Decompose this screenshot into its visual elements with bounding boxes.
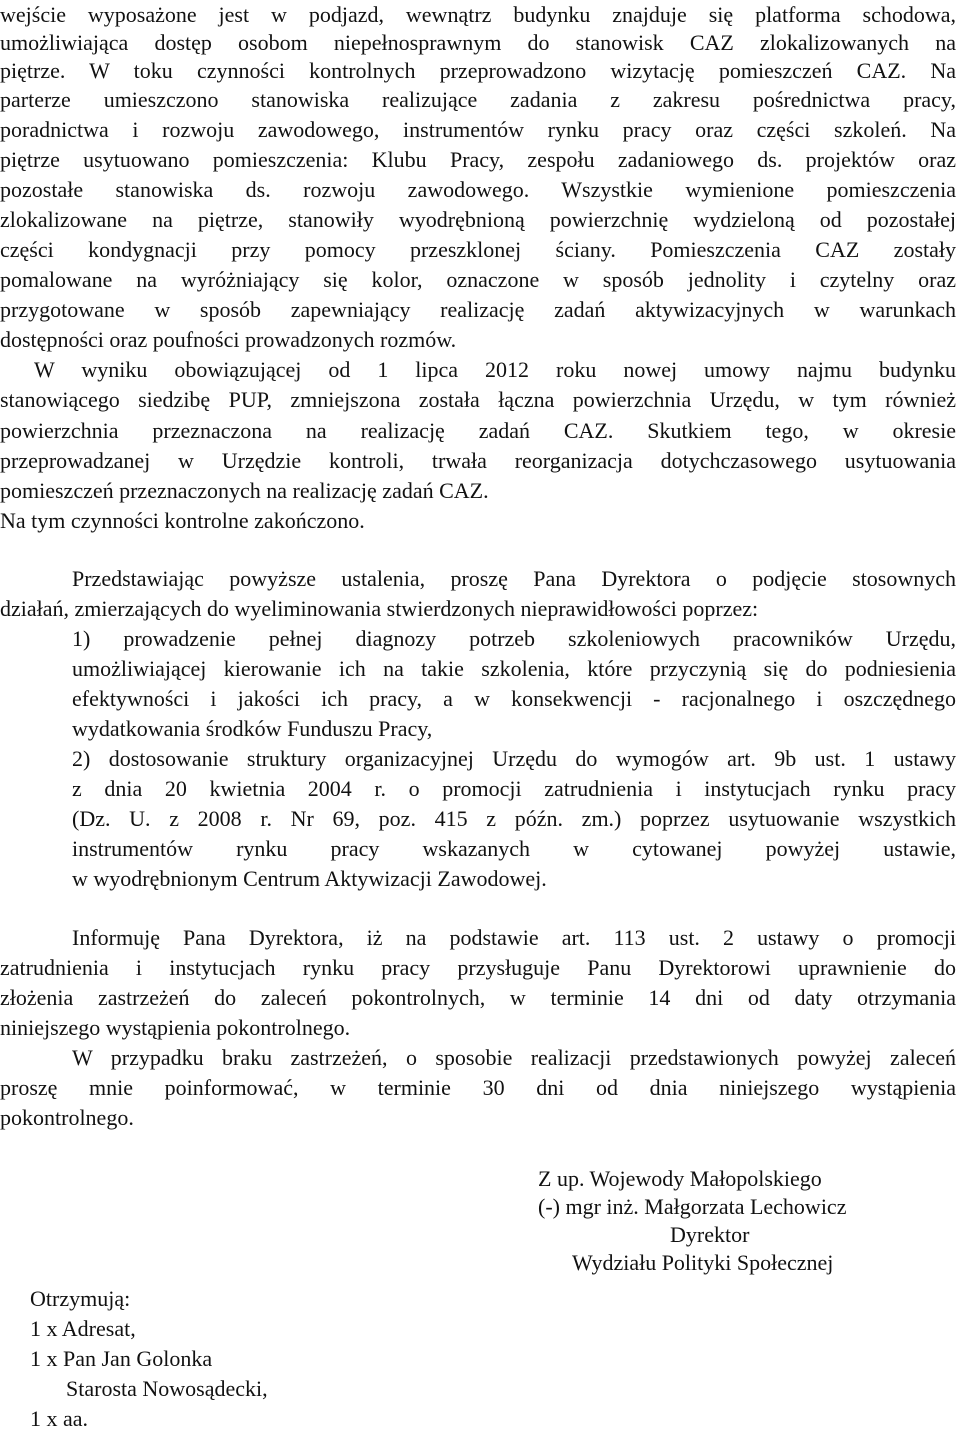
text-line: poradnictwa i rozwoju zawodowego, instrumentów rynku pracy oraz części szkoleń. Na [0, 117, 956, 142]
text-line: powierzchnia przeznaczona na realizację zadań CAZ. Skutkiem tego, w okresie [0, 418, 956, 443]
text-line: piętrze. W toku czynności kontrolnych przeprowadzono wizytację pomieszczeń CAZ. Na [0, 58, 956, 83]
text-line: wydatkowania środków Funduszu Pracy, [72, 716, 433, 741]
text-line: pomieszczeń przeznaczonych na realizację zadań CAZ. [0, 478, 489, 503]
text-line: z dnia 20 kwietnia 2004 r. o promocji zatrudnienia i instytucjach rynku pracy [72, 776, 956, 801]
text-line: Na tym czynności kontrolne zakończono. [0, 508, 365, 533]
text-line: efektywności i jakości ich pracy, a w konsekwencji - racjonalnego i oszczędnego [72, 686, 956, 711]
text-line: proszę mnie poinformować, w terminie 30 dni od dnia niniejszego wystąpienia [0, 1075, 956, 1100]
text-line: pokontrolnego. [0, 1105, 134, 1130]
recipient-item: Starosta Nowosądecki, [66, 1376, 268, 1401]
recipient-item: 1 x Pan Jan Golonka [30, 1346, 213, 1371]
recipient-item: 1 x aa. [30, 1406, 89, 1431]
recipients-heading: Otrzymują: [30, 1286, 131, 1311]
text-line: wejście wyposażone jest w podjazd, wewnątrz budynku znajduje się platforma schodowa, [0, 2, 956, 27]
text-line: złożenia zastrzeżeń do zaleceń pokontrolnych, w terminie 14 dni od daty otrzymania [0, 985, 956, 1010]
text-line: piętrze usytuowano pomieszczenia: Klubu Pracy, zespołu zadaniowego ds. projektów oraz [0, 147, 956, 172]
text-line: zlokalizowane na piętrze, stanowiły wyodrębnioną powierzchnię wydzieloną od pozostałej [0, 207, 956, 232]
text-line: przygotowane w sposób zapewniający realizację zadań aktywizacyjnych w warunkach [0, 297, 956, 322]
text-line: 1) prowadzenie pełnej diagnozy potrzeb szkoleniowych pracowników Urzędu, [72, 626, 956, 651]
text-line: pozostałe stanowiska ds. rozwoju zawodowego. Wszystkie wymienione pomieszczenia [0, 177, 956, 202]
text-line: stanowiącego siedzibę PUP, zmniejszona została łączna powierzchnia Urzędu, w tym również [0, 387, 956, 412]
text-line: w wyodrębnionym Centrum Aktywizacji Zawodowej. [72, 866, 547, 891]
text-line: części kondygnacji przy pomocy przeszklonej ściany. Pomieszczenia CAZ zostały [0, 237, 956, 262]
text-line: działań, zmierzających do wyeliminowania stwierdzonych nieprawidłowości poprzez: [0, 596, 759, 621]
text-line: dostępności oraz poufności prowadzonych rozmów. [0, 327, 457, 352]
text-line: 2) dostosowanie struktury organizacyjnej Urzędu do wymogów art. 9b ust. 1 ustawy [72, 746, 956, 771]
signature-title: Dyrektor [670, 1222, 750, 1247]
signature-name: (-) mgr inż. Małgorzata Lechowicz [538, 1194, 847, 1219]
text-line: W wyniku obowiązującej od 1 lipca 2012 roku nowej umowy najmu budynku [34, 357, 956, 382]
text-line: pomalowane na wyróżniający się kolor, oznaczone w sposób jednolity i czytelny oraz [0, 267, 956, 292]
text-line: (Dz. U. z 2008 r. Nr 69, poz. 415 z późn. zm.) poprzez usytuowanie wszystkich [72, 806, 956, 831]
signature-department: Wydziału Polityki Społecznej [572, 1250, 834, 1275]
text-line: Przedstawiając powyższe ustalenia, proszę Pana Dyrektora o podjęcie stosownych [72, 566, 956, 591]
text-line: umożliwiająca dostęp osobom niepełnosprawnym do stanowisk CAZ zlokalizowanych na [0, 30, 956, 55]
text-line: przeprowadzanej w Urzędzie kontroli, trwała reorganizacja dotychczasowego usytuowania [0, 448, 956, 473]
text-line: W przypadku braku zastrzeżeń, o sposobie realizacji przedstawionych powyżej zaleceń [72, 1045, 956, 1070]
text-line: zatrudnienia i instytucjach rynku pracy przysługuje Panu Dyrektorowi uprawnienie do [0, 955, 956, 980]
signature-line: Z up. Wojewody Małopolskiego [538, 1166, 822, 1191]
text-line: parterze umieszczono stanowiska realizujące zadania z zakresu pośrednictwa pracy, [0, 87, 956, 112]
text-line: Informuję Pana Dyrektora, iż na podstawie art. 113 ust. 2 ustawy o promocji [72, 925, 956, 950]
text-line: instrumentów rynku pracy wskazanych w cytowanej powyżej ustawie, [72, 836, 956, 861]
text-line: umożliwiającej kierowanie ich na takie szkolenia, które przyczynią się do podniesienia [72, 656, 956, 681]
text-line: niniejszego wystąpienia pokontrolnego. [0, 1015, 351, 1040]
recipient-item: 1 x Adresat, [30, 1316, 136, 1341]
